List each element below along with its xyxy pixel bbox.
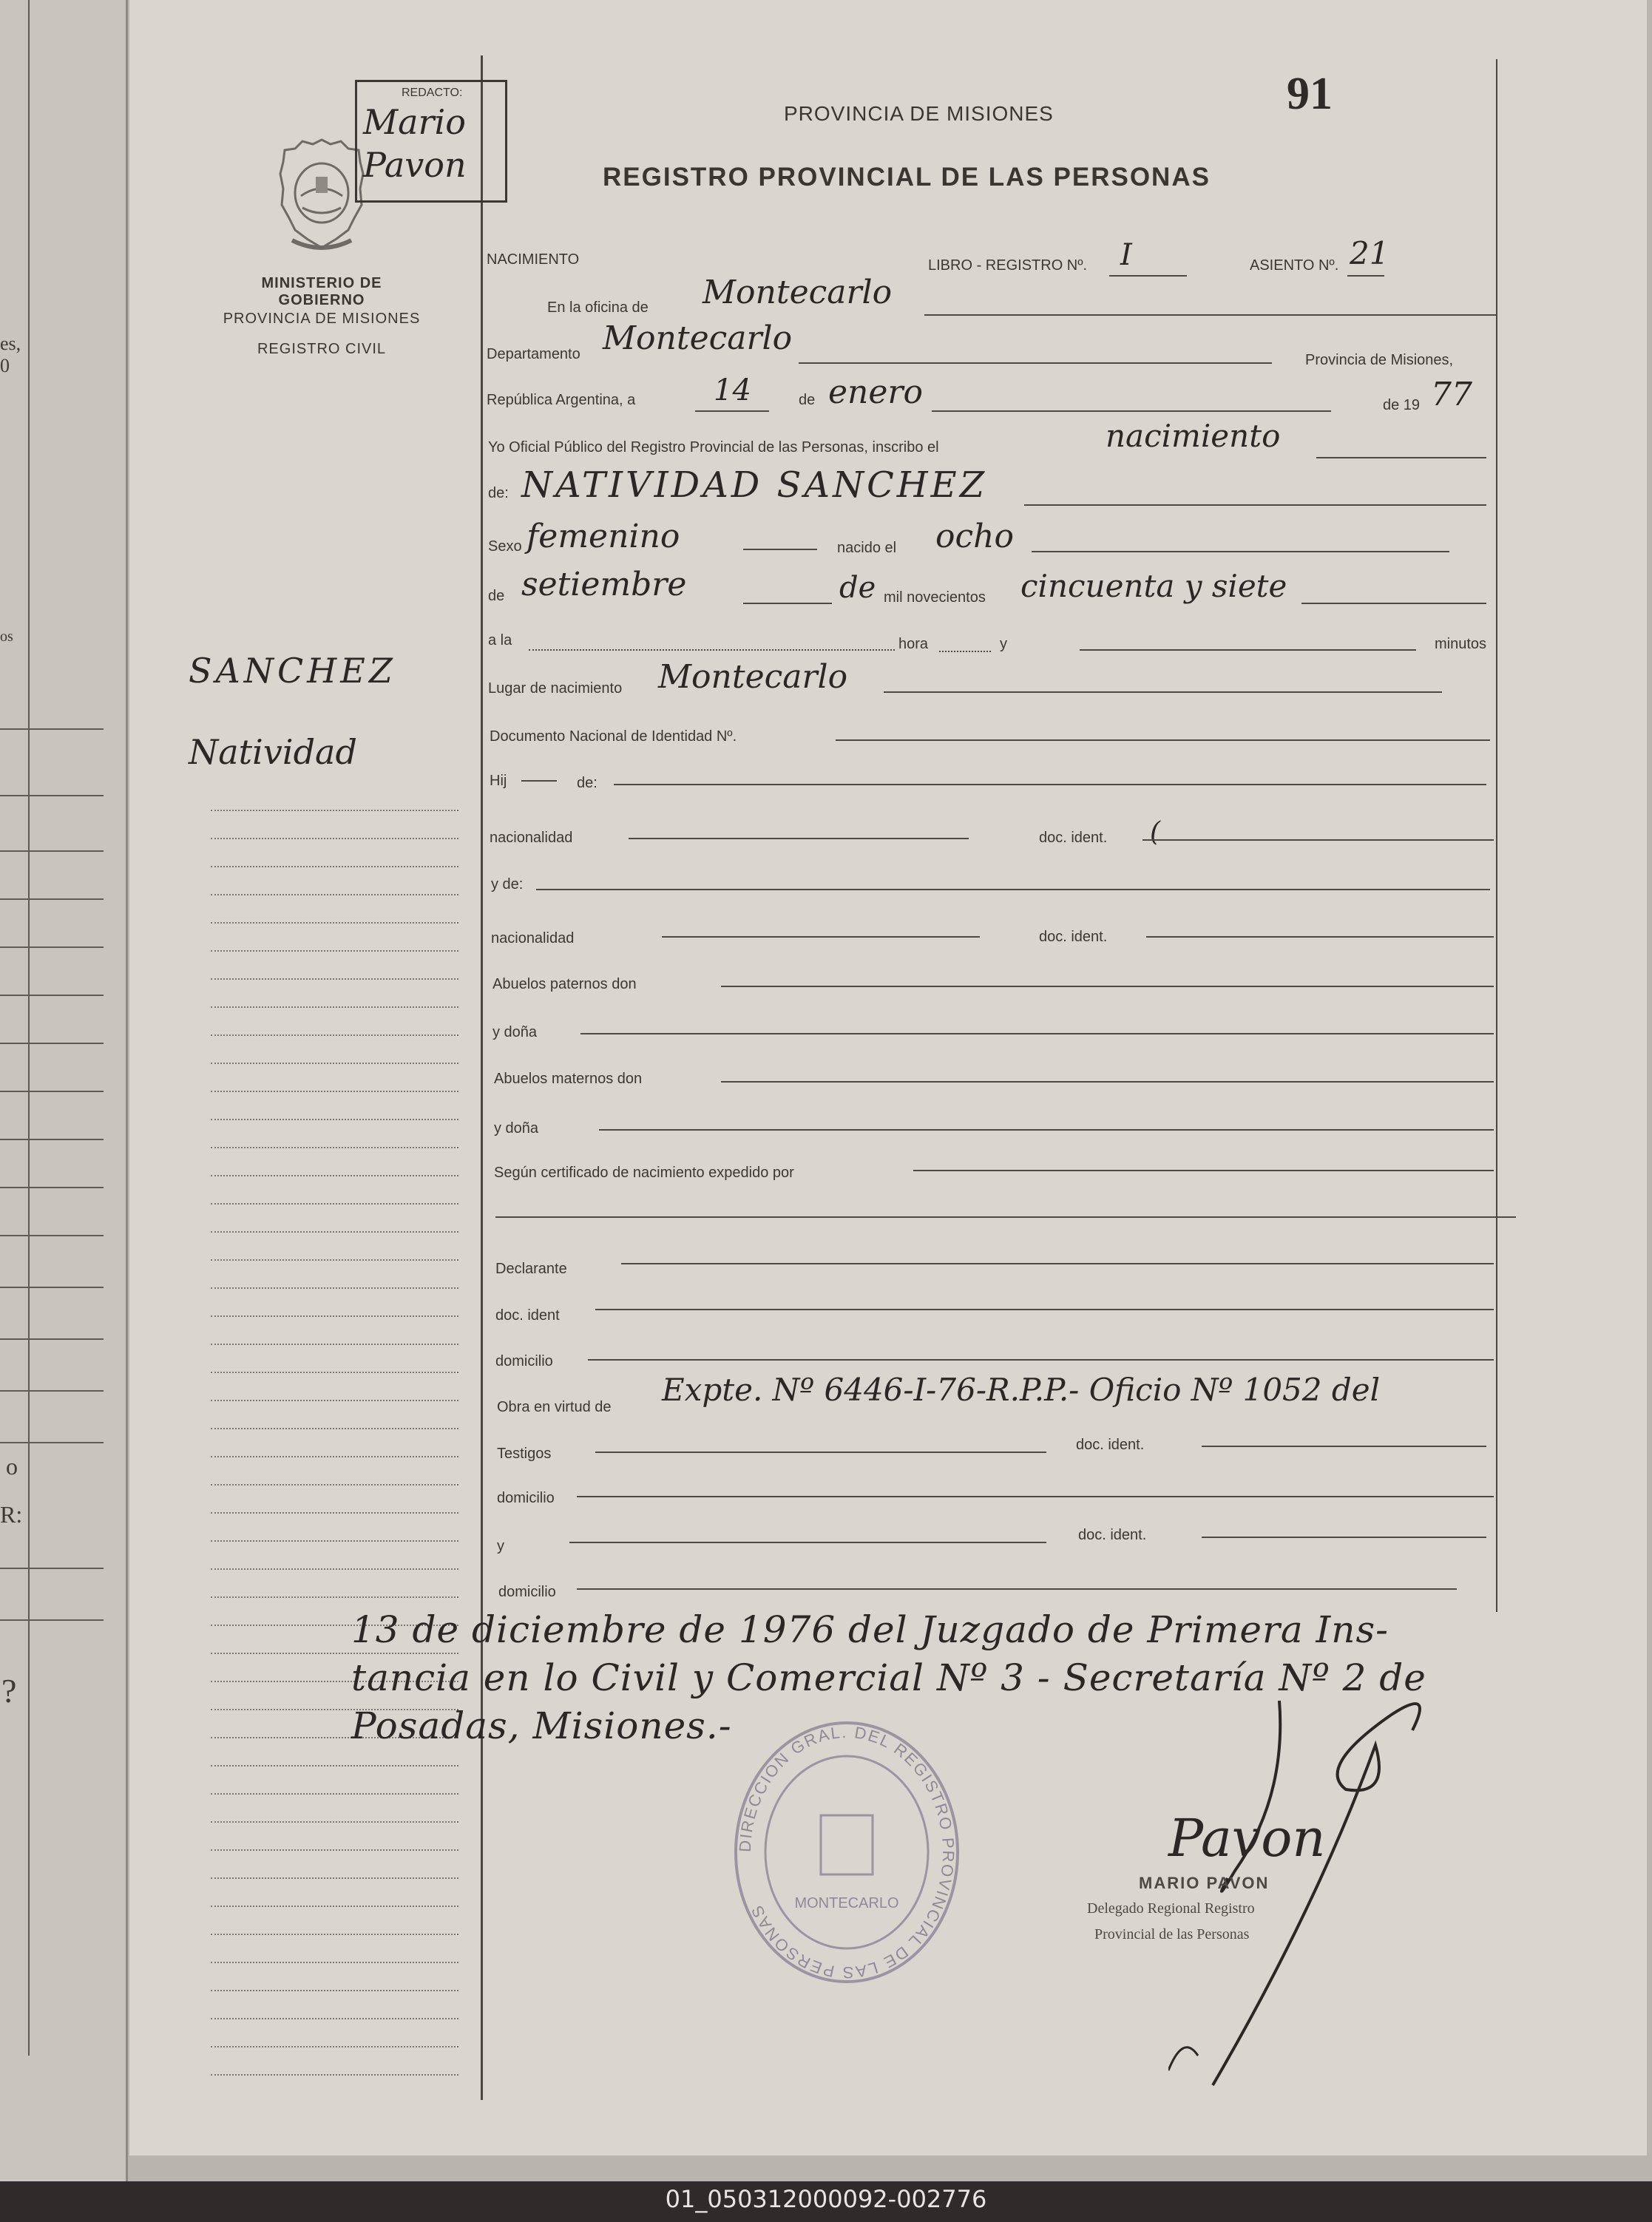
domicilio-decl-label: domicilio [495, 1353, 553, 1369]
domicilio-test2-label: domicilio [498, 1584, 556, 1600]
left-page-margin-line [28, 0, 30, 2056]
signatory-name: MARIO PAVON [1139, 1874, 1270, 1892]
doc-ident-decl-label: doc. ident [495, 1307, 560, 1324]
margin-dotted-line [211, 1203, 458, 1205]
anio-label: de 19 [1383, 397, 1421, 413]
nacionalidad2-label: nacionalidad [491, 930, 575, 946]
abuelos-p-label: Abuelos paternos don [492, 976, 637, 992]
yde-label: y de: [491, 876, 524, 892]
de3-label: de [488, 588, 505, 604]
doc-ident-test2-line [1202, 1537, 1486, 1538]
signature-scrawl: Pavon [1168, 1808, 1326, 1869]
hij-label: Hij [490, 773, 507, 789]
minutos-label: minutos [1435, 636, 1487, 652]
margin-dotted-line [211, 978, 458, 980]
departamento-label: Departamento [487, 346, 580, 362]
testigos-line [595, 1452, 1046, 1453]
province-heading: PROVINCIA DE MISIONES [784, 102, 1054, 125]
nacionalidad2-line [662, 936, 980, 938]
margin-dotted-line [211, 810, 458, 811]
minutos-line [1080, 649, 1416, 651]
margin-dotted-line [211, 1034, 458, 1036]
provincial-crest-icon [277, 137, 366, 251]
registry-seal [728, 1715, 965, 1989]
libro-line [1109, 275, 1187, 277]
ydona-m-line [599, 1129, 1494, 1131]
ydona-m-label: y doña [494, 1120, 539, 1137]
margin-dotted-line [211, 1063, 458, 1064]
oficina-label: En la oficina de [547, 299, 649, 316]
mes-value: enero [828, 373, 923, 411]
margin-dotted-line [211, 1259, 458, 1261]
ministry-title: MINISTERIO DE GOBIERNO [261, 275, 382, 308]
lugar-line [884, 691, 1442, 693]
departamento-value: Montecarlo [603, 319, 793, 357]
hora-label: hora [898, 636, 929, 652]
doc-ident2-label: doc. ident. [1039, 929, 1108, 945]
y2-label: y [497, 1538, 504, 1554]
asiento-line [1347, 275, 1384, 277]
mes-line [932, 410, 1331, 412]
doc-ident-test2-label: doc. ident. [1078, 1527, 1147, 1543]
obra-value: Expte. Nº 6446-I-76-R.P.P.- Oficio Nº 1052 del [662, 1372, 1381, 1408]
oficial-label: Yo Oficial Público del Registro Provincial de las Personas, inscribo el [488, 439, 939, 455]
margin-rule [481, 55, 483, 2100]
doc-ident-line [1142, 839, 1494, 841]
asiento-value: 21 [1350, 235, 1389, 271]
left-fragment: ? [1, 1672, 17, 1710]
oficina-line [924, 314, 1497, 316]
testigos-label: Testigos [497, 1446, 552, 1462]
margin-dotted-line [211, 1877, 458, 1879]
ala-line [529, 649, 895, 651]
margin-dotted-line [211, 1934, 458, 1935]
de-mil-label: de [839, 571, 876, 605]
lugar-value: Montecarlo [658, 658, 848, 696]
sexo-value: femenino [527, 518, 680, 555]
y-label: y [1000, 636, 1007, 652]
domicilio-test2-line [577, 1588, 1457, 1590]
anio-nac-value: cincuenta y siete [1020, 568, 1287, 604]
left-rule [0, 1442, 104, 1443]
ala-label: a la [488, 632, 512, 648]
registry-heading: REGISTRO PROVINCIAL DE LAS PERSONAS [603, 163, 1211, 192]
nacionalidad-line [629, 838, 969, 839]
sexo-line [743, 549, 817, 550]
left-rule [0, 995, 104, 996]
margin-dotted-line [211, 1906, 458, 1907]
margin-dotted-line [211, 1119, 458, 1120]
domicilio-test-line [577, 1496, 1494, 1497]
margin-dotted-line [211, 922, 458, 924]
signatory-role-1: Delegado Regional Registro [1087, 1900, 1255, 1917]
mes-nac-value: setiembre [521, 566, 687, 603]
provincia-label: Provincia de Misiones, [1305, 352, 1454, 368]
margin-dotted-line [211, 1821, 458, 1823]
image-caption: 01_050312000092-002776 [665, 2185, 987, 2213]
margin-dotted-line [211, 1849, 458, 1851]
left-rule [0, 1043, 104, 1044]
nacido-value: ocho [935, 518, 1014, 555]
doc-ident2-line [1146, 936, 1494, 938]
left-rule [0, 1390, 104, 1392]
margin-dotted-line [211, 1372, 458, 1373]
page-number: 91 [1287, 69, 1333, 119]
margin-dotted-line [211, 2018, 458, 2019]
ministry-province: PROVINCIA DE MISIONES [223, 311, 421, 327]
nacido-line [1032, 551, 1449, 552]
margin-dotted-line [211, 1653, 458, 1654]
margin-dotted-line [211, 1540, 458, 1542]
margin-dotted-line [211, 1287, 458, 1289]
left-rule [0, 1568, 104, 1569]
margin-dotted-line [211, 1231, 458, 1233]
sexo-label: Sexo [488, 538, 522, 555]
nacido-label: nacido el [837, 540, 897, 556]
margin-given-name: Natividad [189, 732, 357, 772]
domicilio-test-label: domicilio [497, 1490, 555, 1506]
anio-value: 77 [1431, 376, 1472, 413]
mes-nac-line [743, 603, 832, 604]
note-line-2: tancia en lo Civil y Comercial Nº 3 - Secretaría Nº 2 de [351, 1656, 1426, 1699]
margin-dotted-line [211, 1512, 458, 1514]
left-rule [0, 850, 104, 852]
left-fragment: es, [0, 333, 21, 354]
dia-line [695, 410, 769, 412]
segun-line [913, 1170, 1494, 1171]
nacionalidad-label: nacionalidad [490, 830, 573, 846]
redacto-signature: Mario Pavon [363, 102, 467, 185]
left-rule [0, 1187, 104, 1188]
margin-dotted-line [211, 1315, 458, 1317]
right-rule [1496, 59, 1497, 1612]
left-page [0, 0, 128, 2181]
margin-dotted-line [211, 1990, 458, 1991]
doc-ident-label: doc. ident. [1039, 830, 1108, 846]
nombre-line [1024, 504, 1486, 506]
left-rule [0, 1619, 104, 1621]
left-rule [0, 1139, 104, 1140]
left-rule [0, 1287, 104, 1288]
nacimiento-label: NACIMIENTO [487, 251, 580, 268]
doc-ident-value: ( [1150, 817, 1161, 847]
libro-value: I [1120, 238, 1132, 272]
republica-label: República Argentina, a [487, 392, 636, 408]
left-rule [0, 1091, 104, 1092]
left-rule [0, 898, 104, 900]
doc-ident-test-line [1202, 1446, 1486, 1447]
hij-de-label: de: [577, 775, 598, 791]
margin-dotted-line [211, 1006, 458, 1008]
de2-label: de: [488, 485, 509, 501]
doc-ident-test-label: doc. ident. [1076, 1437, 1145, 1453]
nombre-value: NATIVIDAD SANCHEZ [521, 464, 988, 506]
inscribo-value: nacimiento [1106, 418, 1281, 454]
note-line-1: 13 de diciembre de 1976 del Juzgado de Primera Ins- [351, 1608, 1389, 1651]
redacto-stamp [355, 80, 507, 203]
margin-dotted-line [211, 2074, 458, 2076]
margin-dotted-line [211, 1400, 458, 1401]
margin-dotted-line [211, 2046, 458, 2047]
official-signature-stroke [1168, 1686, 1449, 2100]
abuelos-m-label: Abuelos maternos don [494, 1071, 643, 1087]
margin-dotted-line [211, 1484, 458, 1486]
ministry-registry: REGISTRO CIVIL [257, 341, 387, 357]
margin-dotted-line [211, 1793, 458, 1795]
margin-dotted-line [211, 1962, 458, 1963]
note-line-3: Posadas, Misiones.- [351, 1704, 732, 1747]
abuelos-p-line [721, 986, 1494, 987]
abuelos-m-line [721, 1081, 1494, 1083]
left-fragment: os [0, 629, 13, 645]
hij-dash [521, 780, 557, 782]
left-rule [0, 946, 104, 948]
margin-dotted-line [211, 1765, 458, 1767]
margin-dotted-line [211, 1596, 458, 1598]
left-fragment: R: [0, 1501, 23, 1528]
declarante-label: Declarante [495, 1261, 567, 1277]
anio-nac-line [1301, 603, 1486, 604]
segun-line-2 [495, 1216, 1516, 1218]
yde-line [536, 889, 1490, 890]
margin-dotted-line [211, 1175, 458, 1176]
de-label: de [799, 392, 816, 408]
left-rule [0, 1338, 104, 1340]
signatory-role-2: Provincial de las Personas [1094, 1926, 1250, 1942]
declarante-line [621, 1263, 1494, 1264]
left-rule [0, 1235, 104, 1236]
asiento-label: ASIENTO Nº. [1250, 257, 1339, 274]
left-rule [0, 728, 104, 730]
dia-value: 14 [714, 373, 751, 407]
margin-dotted-line [211, 1428, 458, 1429]
left-fragment: 0 [0, 355, 10, 376]
oficina-value: Montecarlo [703, 274, 893, 311]
margin-surname: SANCHEZ [189, 651, 396, 691]
margin-dotted-line [211, 894, 458, 895]
hij-line [614, 784, 1486, 785]
hora-line [939, 651, 991, 652]
dni-line [836, 739, 1490, 741]
margin-dotted-line [211, 866, 458, 867]
seal-ring-text: DIRECCION GRAL. DEL REGISTRO PROVINCIAL DE LAS PERSONAS [735, 1722, 958, 1982]
mil-label: mil novecientos [884, 589, 986, 606]
inscribo-line [1316, 457, 1486, 458]
ydona-p-line [580, 1033, 1494, 1034]
obra-label: Obra en virtud de [497, 1399, 612, 1415]
testigo2-line [569, 1542, 1046, 1543]
margin-dotted-line [211, 1456, 458, 1457]
doc-ident-decl-line [595, 1309, 1494, 1310]
margin-dotted-line [211, 838, 458, 839]
redacto-label: REDACTO: [402, 87, 463, 99]
seal-center-text: MONTECARLO [794, 1895, 899, 1911]
left-rule [0, 795, 104, 796]
departamento-line [799, 362, 1272, 364]
margin-dotted-line [211, 1091, 458, 1092]
dni-label: Documento Nacional de Identidad Nº. [490, 728, 737, 745]
margin-dotted-line [211, 1344, 458, 1345]
lugar-label: Lugar de nacimiento [488, 680, 623, 697]
segun-label: Según certificado de nacimiento expedido por [494, 1165, 794, 1181]
libro-label: LIBRO - REGISTRO Nº. [928, 257, 1088, 274]
margin-dotted-line [211, 950, 458, 952]
domicilio-decl-line [588, 1359, 1494, 1361]
margin-dotted-line [211, 1147, 458, 1148]
margin-column [129, 0, 484, 2155]
margin-dotted-line [211, 1568, 458, 1570]
left-fragment: o [6, 1453, 18, 1480]
ydona-p-label: y doña [492, 1024, 538, 1040]
